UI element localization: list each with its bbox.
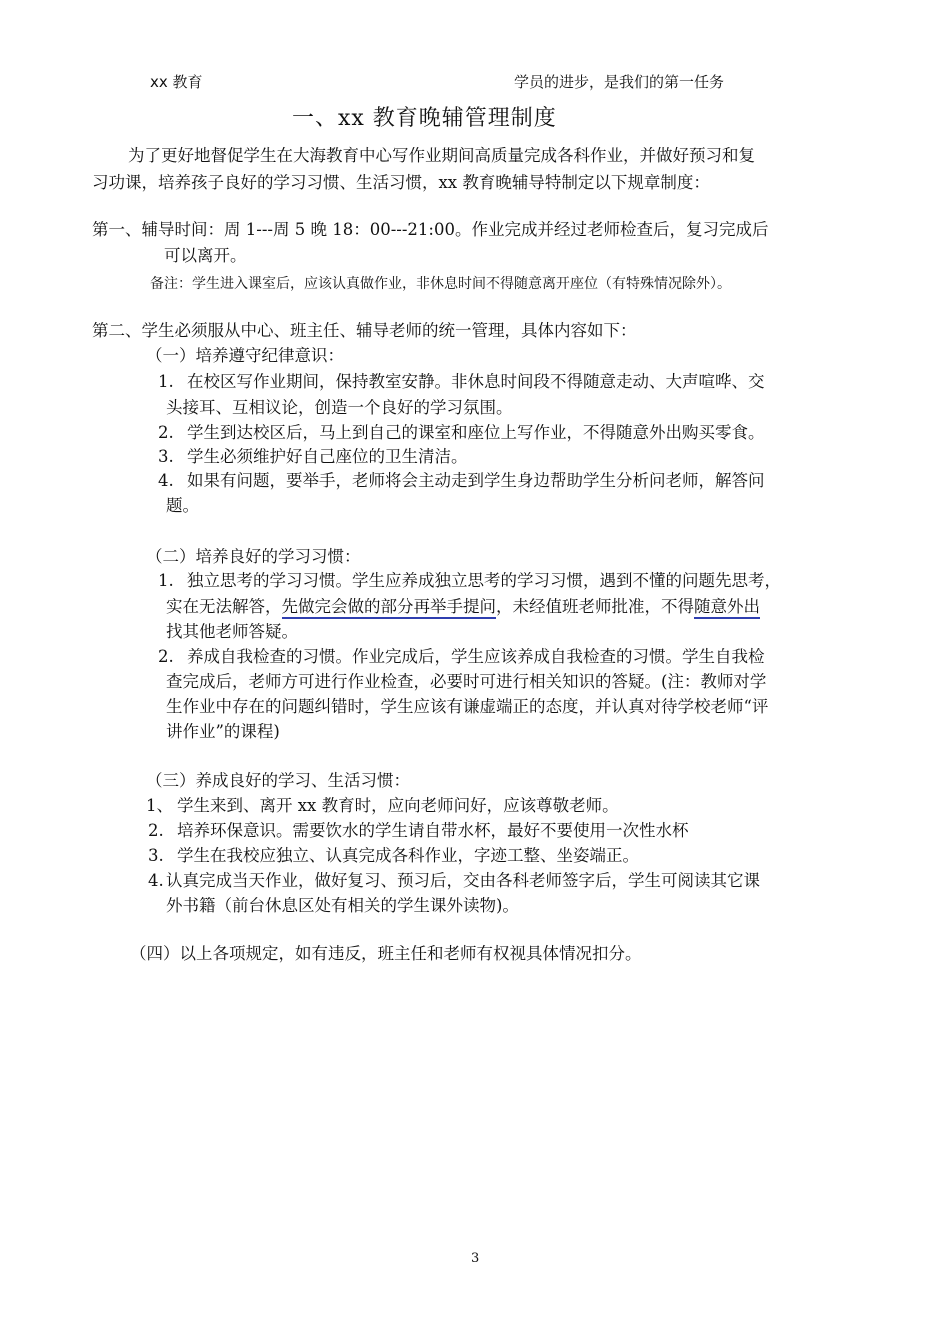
part1-heading: （一）培养遵守纪律意识： <box>146 346 344 365</box>
page-number: 3 <box>471 1251 480 1266</box>
part1-item-3-num: 3. <box>158 447 174 466</box>
part3-item-2-line-1: 培养环保意识。需要饮水的学生请自带水杯，最好不要使用一次性水杯 <box>177 821 689 840</box>
part2-item-2-line-4: 讲作业”的课程) <box>166 722 280 741</box>
part2-item-2-line-3: 生作业中存在的问题纠错时，学生应该有谦虚端正的态度，并认真对待学校老师“评 <box>166 697 769 716</box>
part2-item-1-num: 1. <box>158 571 174 590</box>
part1-item-4-line-2: 题。 <box>166 496 199 515</box>
part2-heading: （二）培养良好的学习习惯： <box>146 547 361 566</box>
section2-heading: 第二、学生必须服从中心、班主任、辅导老师的统一管理，具体内容如下： <box>92 321 637 340</box>
part3-item-1-line-1: 学生来到、离开 xx 教育时，应向老师问好，应该尊敬老师。 <box>177 796 619 815</box>
part4-line: （四）以上各项规定，如有违反，班主任和老师有权视具体情况扣分。 <box>130 944 642 963</box>
section1-note: 备注：学生进入课室后，应该认真做作业，非休息时间不得随意离开座位（有特殊情况除外）。 <box>150 276 731 292</box>
underlined-phrase-1: 先做完会做的部分再举手提问 <box>282 597 497 619</box>
part3-item-3-line-1: 学生在我校应独立、认真完成各科作业，字迹工整、坐姿端正。 <box>177 846 639 865</box>
part1-item-4-line-1: 如果有问题，要举手，老师将会主动走到学生身边帮助学生分析问老师，解答问 <box>187 471 765 490</box>
part1-item-2-line-1: 学生到达校区后，马上到自己的课室和座位上写作业，不得随意外出购买零食。 <box>187 423 765 442</box>
part3-item-3-num: 3. <box>148 846 164 865</box>
part2-item-2-line-2: 查完成后，老师方可进行作业检查，必要时可进行相关知识的答疑。(注：教师对学 <box>166 672 767 691</box>
header-left: xx 教育 <box>150 73 203 91</box>
document-title: 一、xx 教育晚辅管理制度 <box>292 106 557 131</box>
line2-text-b: ，未经值班老师批准，不得 <box>496 597 694 616</box>
part2-item-1-line-3: 找其他老师答疑。 <box>166 622 298 641</box>
underlined-phrase-2: 随意外出 <box>694 597 760 619</box>
part3-item-1-num: 1、 <box>146 796 173 815</box>
part1-item-1-line-2: 头接耳、互相议论，创造一个良好的学习氛围。 <box>166 398 513 417</box>
part2-item-2-line-1: 养成自我检查的习惯。作业完成后，学生应该养成自我检查的习惯。学生自我检 <box>187 647 765 666</box>
part1-item-1-num: 1. <box>158 372 174 391</box>
intro-line-2: 习功课，培养孩子良好的学习习惯、生活习惯，xx 教育晚辅导特制定以下规章制度： <box>92 173 710 192</box>
part2-item-1-line-2 <box>166 594 760 620</box>
part2-item-2-num: 2. <box>158 647 174 666</box>
part1-item-1-line-1: 在校区写作业期间，保持教室安静。非休息时间段不得随意走动、大声喧哗、交 <box>187 372 765 391</box>
intro-line-1: 为了更好地督促学生在大海教育中心写作业期间高质量完成各科作业，并做好预习和复 <box>128 146 755 165</box>
part3-item-4-num: 4. <box>148 871 164 890</box>
line2-text-a: 实在无法解答， <box>166 597 282 616</box>
part1-item-2-num: 2. <box>158 423 174 442</box>
part3-item-2-num: 2. <box>148 821 164 840</box>
part2-item-1-line-1: 独立思考的学习习惯。学生应养成独立思考的学习习惯，遇到不懂的问题先思考， <box>187 571 781 590</box>
section1-line-2: 可以离开。 <box>164 246 247 265</box>
header-right: 学员的进步，是我们的第一任务 <box>514 73 725 91</box>
part1-item-4-num: 4. <box>158 471 174 490</box>
part3-heading: （三）养成良好的学习、生活习惯： <box>146 771 410 790</box>
part1-item-3-line-1: 学生必须维护好自己座位的卫生清洁。 <box>187 447 468 466</box>
part3-item-4-line-2: 外书籍（前台休息区处有相关的学生课外读物)。 <box>166 896 519 915</box>
part3-item-4-line-1: 认真完成当天作业，做好复习、预习后，交由各科老师签字后，学生可阅读其它课 <box>166 871 760 890</box>
section1-line-1: 第一、辅导时间：周 1---周 5 晚 18：00---21:00。作业完成并经过老师检查后，复习完成后 <box>92 220 769 239</box>
